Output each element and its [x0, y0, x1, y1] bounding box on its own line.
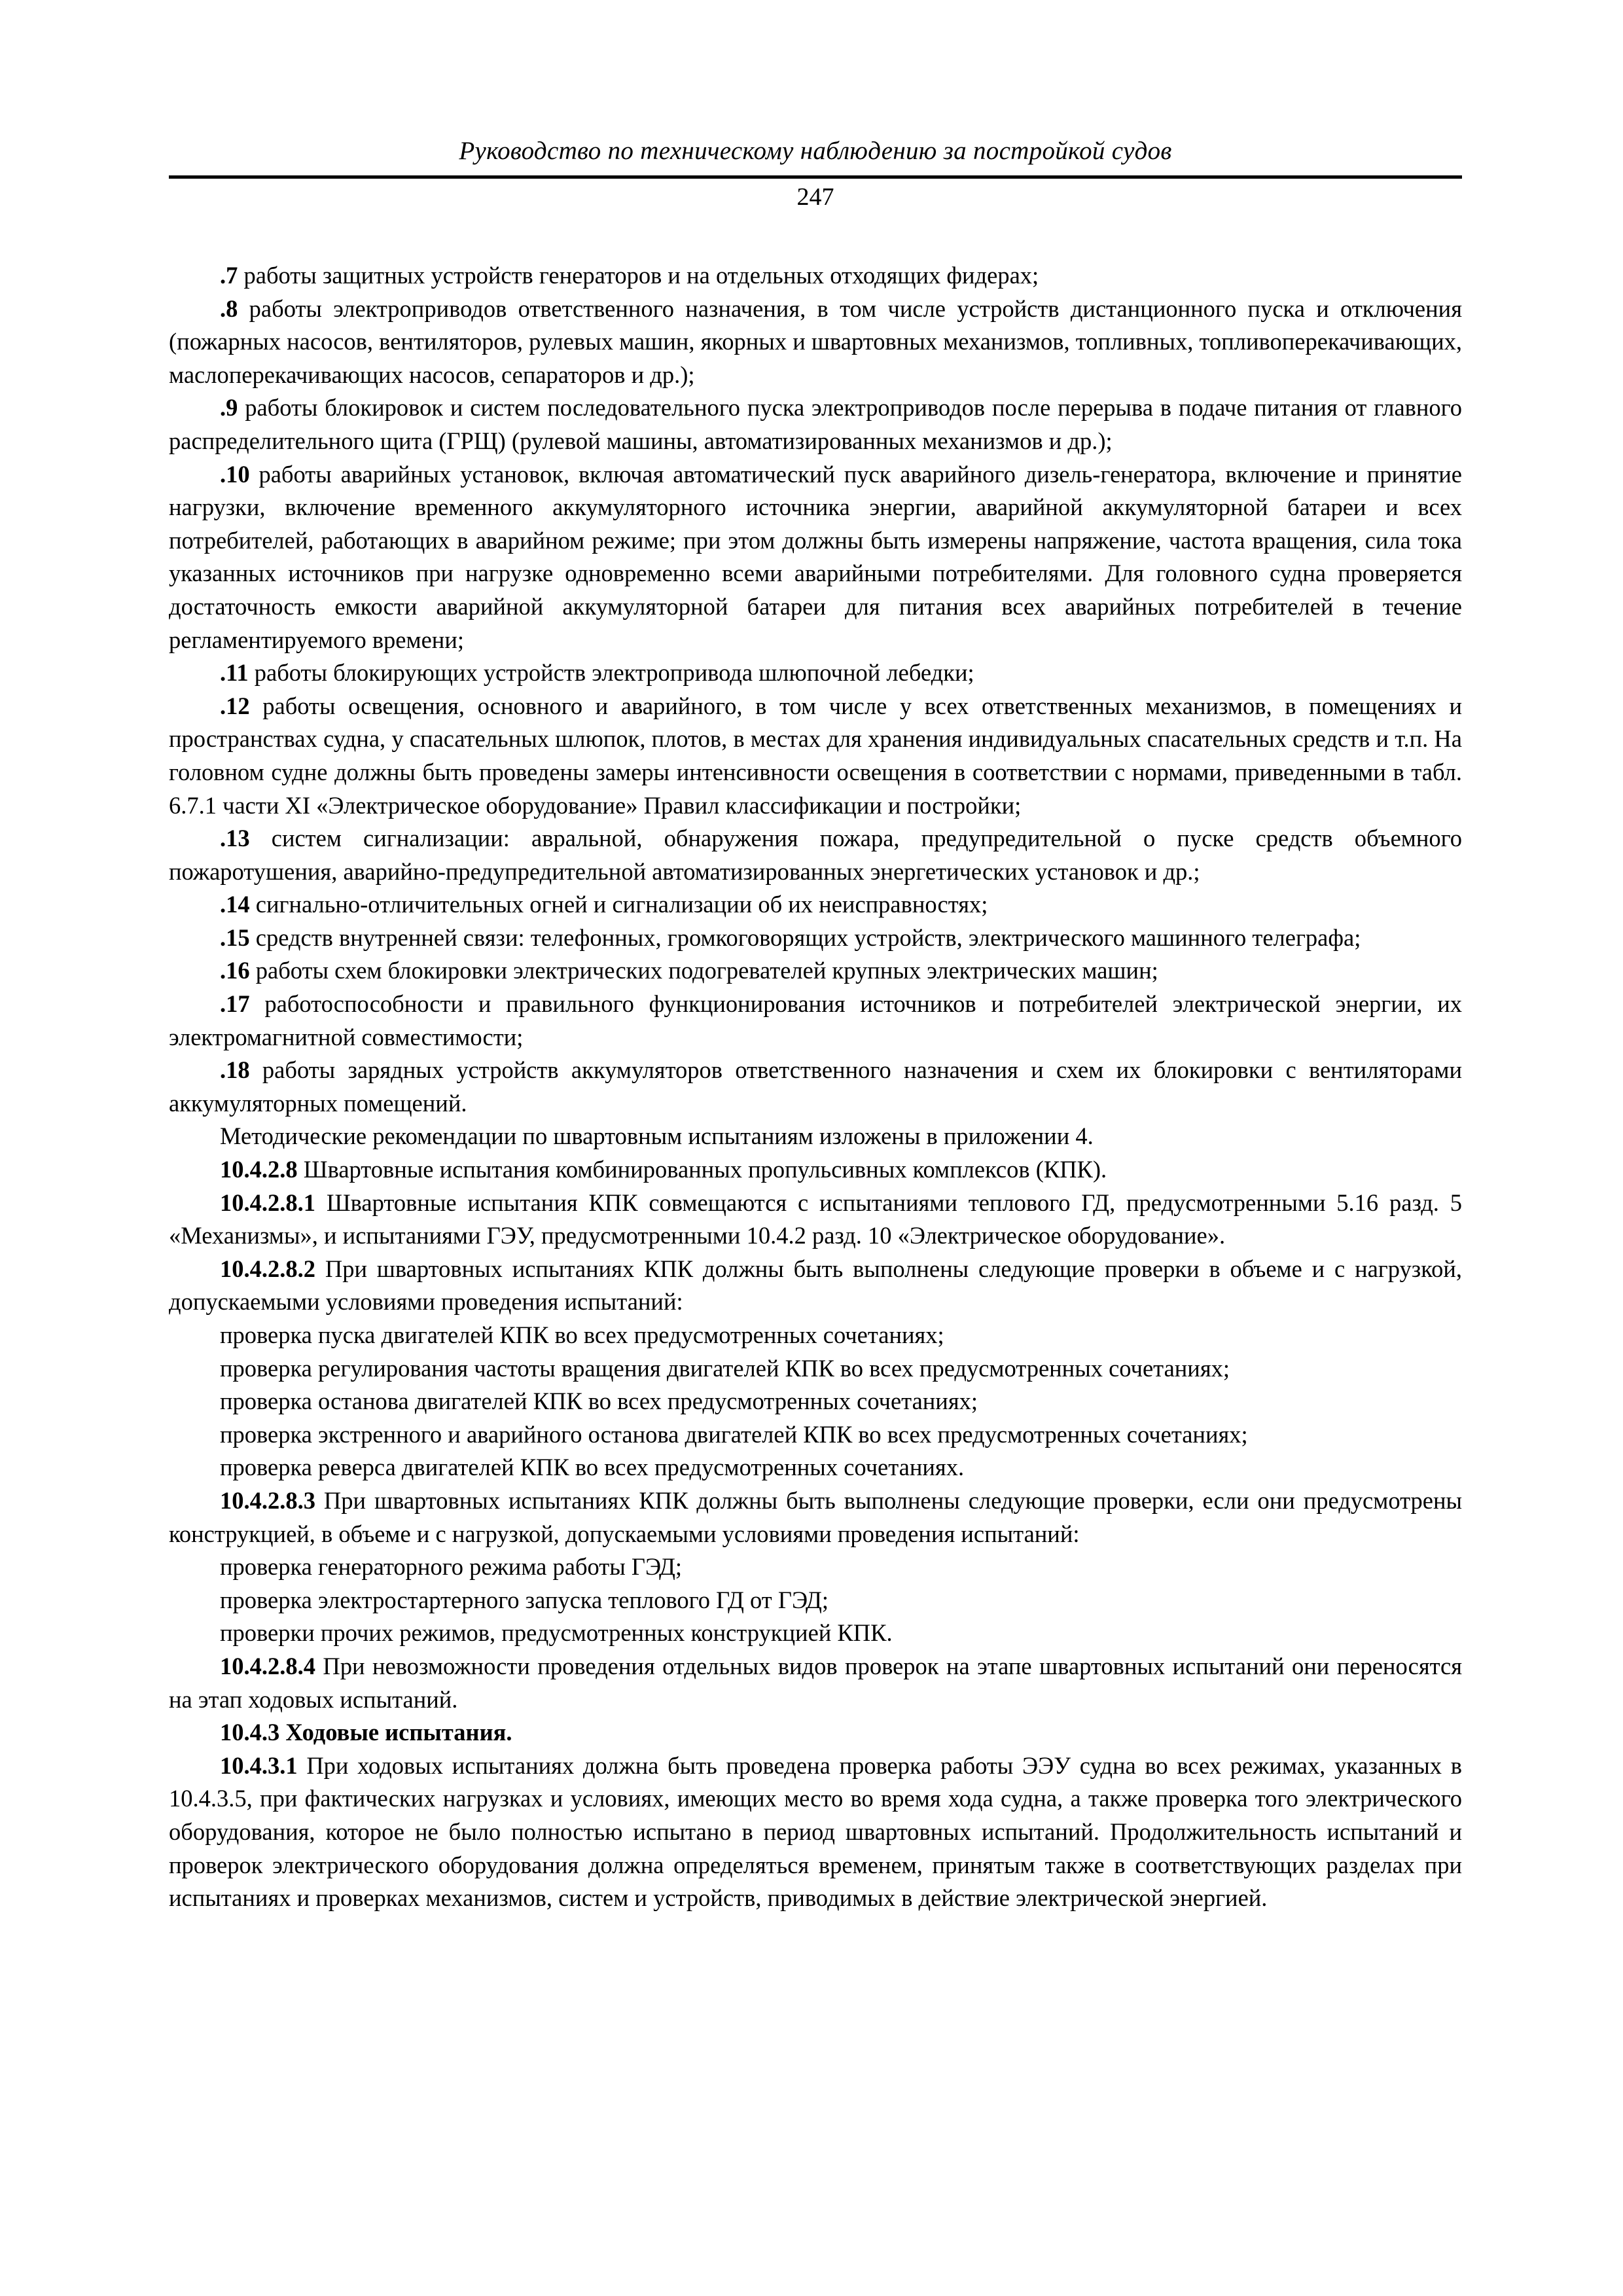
section-number: 10.4.2.8 — [220, 1156, 298, 1183]
paragraph-item-11 — [169, 656, 1462, 690]
item-number: .12 — [220, 692, 250, 719]
paragraph-text: работы защитных устройств генераторов и на отдельных отходящих фидерах; — [238, 262, 1039, 289]
paragraph-text: проверка электростартерного запуска теплового ГД от ГЭД; — [220, 1586, 829, 1613]
list-item-check — [169, 1418, 1462, 1452]
paragraph-item-12 — [169, 690, 1462, 822]
section-number: 10.4.2.8.3 — [220, 1486, 315, 1514]
paragraph-text: работы освещения, основного и аварийного, в том числе у всех ответственных механизмов, в помещениях и пространствах судна, у спасательных шлюпок, плотов, в местах для хранения индивидуальных спасательных средств и т.п. На головном судне должны быть проведены замеры интенсивности освещения в соответствии с нормами, приведенными в табл. 6.7.1 части XI «Электрическое оборудование» Правил классификации и постройки; — [169, 692, 1462, 819]
paragraph-methodical-note — [169, 1120, 1462, 1153]
item-number: .9 — [220, 394, 238, 422]
section-number: 10.4.2.8.1 — [220, 1189, 315, 1216]
section-number: 10.4.3.1 — [220, 1751, 298, 1779]
paragraph-text: работы электроприводов ответственного назначения, в том числе устройств дистанционного пуска и отключения (пожарных насосов, вентиляторов, рулевых машин, якорных и швартовных механизмов, топливных, топливоперекачивающих, маслоперекачивающих насосов, сепараторов и др.); — [169, 295, 1462, 388]
paragraph-item-13 — [169, 822, 1462, 888]
list-item-check — [169, 1385, 1462, 1418]
list-item-check — [169, 1551, 1462, 1584]
paragraph-text: работы зарядных устройств аккумуляторов ответственного назначения и схем их блокировки с вентиляторами аккумуляторных помещений. — [169, 1056, 1462, 1117]
paragraph-item-16 — [169, 954, 1462, 988]
paragraph-10-4-2-8 — [169, 1153, 1462, 1187]
item-number: .13 — [220, 825, 250, 852]
page-number: 247 — [796, 183, 834, 211]
paragraph-text: проверка останова двигателей КПК во всех предусмотренных сочетаниях; — [220, 1388, 978, 1415]
paragraph-text: Методические рекомендации по швартовным испытаниям изложены в приложении 4. — [220, 1122, 1094, 1150]
paragraph-text: работы аварийных установок, включая автоматический пуск аварийного дизель-генератора, включение и принятие нагрузки, включение временного аккумуляторного источника энергии, аварийной аккумуляторной батареи и всех потребителей, работающих в аварийном режиме; при этом должны быть измерены напряжение, частота вращения, сила тока указанных источников при нагрузке одновременно всеми аварийными потребителями. Для головного судна проверяется достаточность емкости аварийной аккумуляторной батареи для питания всех аварийных потребителей в течение регламентируемого времени; — [169, 460, 1462, 653]
paragraph-item-7 — [169, 259, 1462, 293]
paragraph-text: систем сигнализации: авральной, обнаружения пожара, предупредительной о пуске средств объемного пожаротушения, аварийно-предупредительной автоматизированных энергетических установок и др.; — [169, 825, 1462, 885]
header-rule — [169, 175, 1462, 179]
paragraph-text: При ходовых испытаниях должна быть проведена проверка работы ЭЭУ судна во всех режимах, указанных в 10.4.3.5, при фактических нагрузках и условиях, имеющих место во время хода судна, а также проверка того электрического оборудования, которое не было полностью испытано в период швартовных испытаний. Продолжительность испытаний и проверок электрического оборудования должна определяться временем, принятым также в соответствующих разделах при испытаниях и проверках механизмов, систем и устройств, приводимых в действие электрической энергией. — [169, 1751, 1462, 1912]
paragraph-text: проверка реверса двигателей КПК во всех предусмотренных сочетаниях. — [220, 1454, 965, 1481]
paragraph-10-4-2-8-1 — [169, 1187, 1462, 1253]
paragraph-item-17 — [169, 988, 1462, 1054]
section-number: 10.4.2.8.2 — [220, 1255, 315, 1282]
section-number: 10.4.2.8.4 — [220, 1652, 315, 1679]
paragraph-10-4-2-8-4 — [169, 1650, 1462, 1716]
running-header: Руководство по техническому наблюдению за постройкой судов — [459, 137, 1172, 165]
paragraph-text: При швартовных испытаниях КПК должны быть выполнены следующие проверки в объеме и с нагрузкой, допускаемыми условиями проведения испытаний: — [169, 1255, 1462, 1316]
paragraph-item-8 — [169, 293, 1462, 392]
paragraph-text: проверка регулирования частоты вращения двигателей КПК во всех предусмотренных сочетаниях; — [220, 1354, 1230, 1382]
paragraph-text: При невозможности проведения отдельных видов проверок на этапе швартовных испытаний они переносятся на этап ходовых испытаний. — [169, 1652, 1462, 1713]
list-item-check — [169, 1319, 1462, 1352]
section-heading: 10.4.3 Ходовые испытания. — [220, 1719, 512, 1746]
item-number: .15 — [220, 924, 250, 951]
paragraph-text: проверка пуска двигателей КПК во всех предусмотренных сочетаниях; — [220, 1321, 944, 1348]
item-number: .17 — [220, 990, 250, 1018]
paragraph-item-15 — [169, 922, 1462, 955]
item-number: .18 — [220, 1056, 250, 1084]
paragraph-item-18 — [169, 1054, 1462, 1120]
paragraph-10-4-2-8-3 — [169, 1484, 1462, 1551]
paragraph-text: сигнально-отличительных огней и сигнализации об их неисправностях; — [249, 891, 988, 918]
item-number: .8 — [220, 295, 238, 322]
list-item-check — [169, 1584, 1462, 1617]
paragraph-text: работы блокирующих устройств электропривода шлюпочной лебедки; — [248, 659, 974, 687]
paragraph-10-4-2-8-2 — [169, 1253, 1462, 1319]
paragraph-text: проверка генераторного режима работы ГЭД; — [220, 1553, 683, 1581]
paragraph-text: проверки прочих режимов, предусмотренных конструкцией КПК. — [220, 1619, 893, 1647]
paragraph-text: Швартовные испытания КПК совмещаются с испытаниями теплового ГД, предусмотренными 5.16 разд. 5 «Механизмы», и испытаниями ГЭУ, предусмотренными 10.4.2 разд. 10 «Электрическое оборудование». — [169, 1189, 1462, 1249]
body-text — [169, 259, 1462, 1915]
paragraph-text: работы блокировок и систем последовательного пуска электроприводов после перерыва в подаче питания от главного распределительного щита (ГРЩ) (рулевой машины, автоматизированных механизмов и др.); — [169, 394, 1462, 454]
item-number: .7 — [220, 262, 238, 289]
paragraph-text: Швартовные испытания комбинированных пропульсивных комплексов (КПК). — [297, 1156, 1107, 1183]
item-number: .11 — [220, 659, 249, 687]
list-item-check — [169, 1352, 1462, 1386]
paragraph-text: средств внутренней связи: телефонных, громкоговорящих устройств, электрического машинного телеграфа; — [249, 924, 1361, 951]
item-number: .10 — [220, 460, 250, 488]
item-number: .14 — [220, 891, 250, 918]
paragraph-10-4-3-1 — [169, 1749, 1462, 1915]
paragraph-text: При швартовных испытаниях КПК должны быть выполнены следующие проверки, если они предусмотрены конструкцией, в объеме и с нагрузкой, допускаемыми условиями проведения испытаний: — [169, 1486, 1462, 1547]
section-heading-10-4-3 — [169, 1716, 1462, 1749]
paragraph-text: работы схем блокировки электрических подогревателей крупных электрических машин; — [249, 957, 1158, 984]
item-number: .16 — [220, 957, 250, 984]
list-item-check — [169, 1451, 1462, 1484]
paragraph-item-9 — [169, 391, 1462, 457]
paragraph-text: проверка экстренного и аварийного останова двигателей КПК во всех предусмотренных сочетаниях; — [220, 1420, 1248, 1448]
paragraph-item-14 — [169, 888, 1462, 922]
paragraph-text: работоспособности и правильного функционирования источников и потребителей электрической энергии, их электромагнитной совместимости; — [169, 990, 1462, 1050]
list-item-check — [169, 1617, 1462, 1650]
paragraph-item-10 — [169, 458, 1462, 657]
